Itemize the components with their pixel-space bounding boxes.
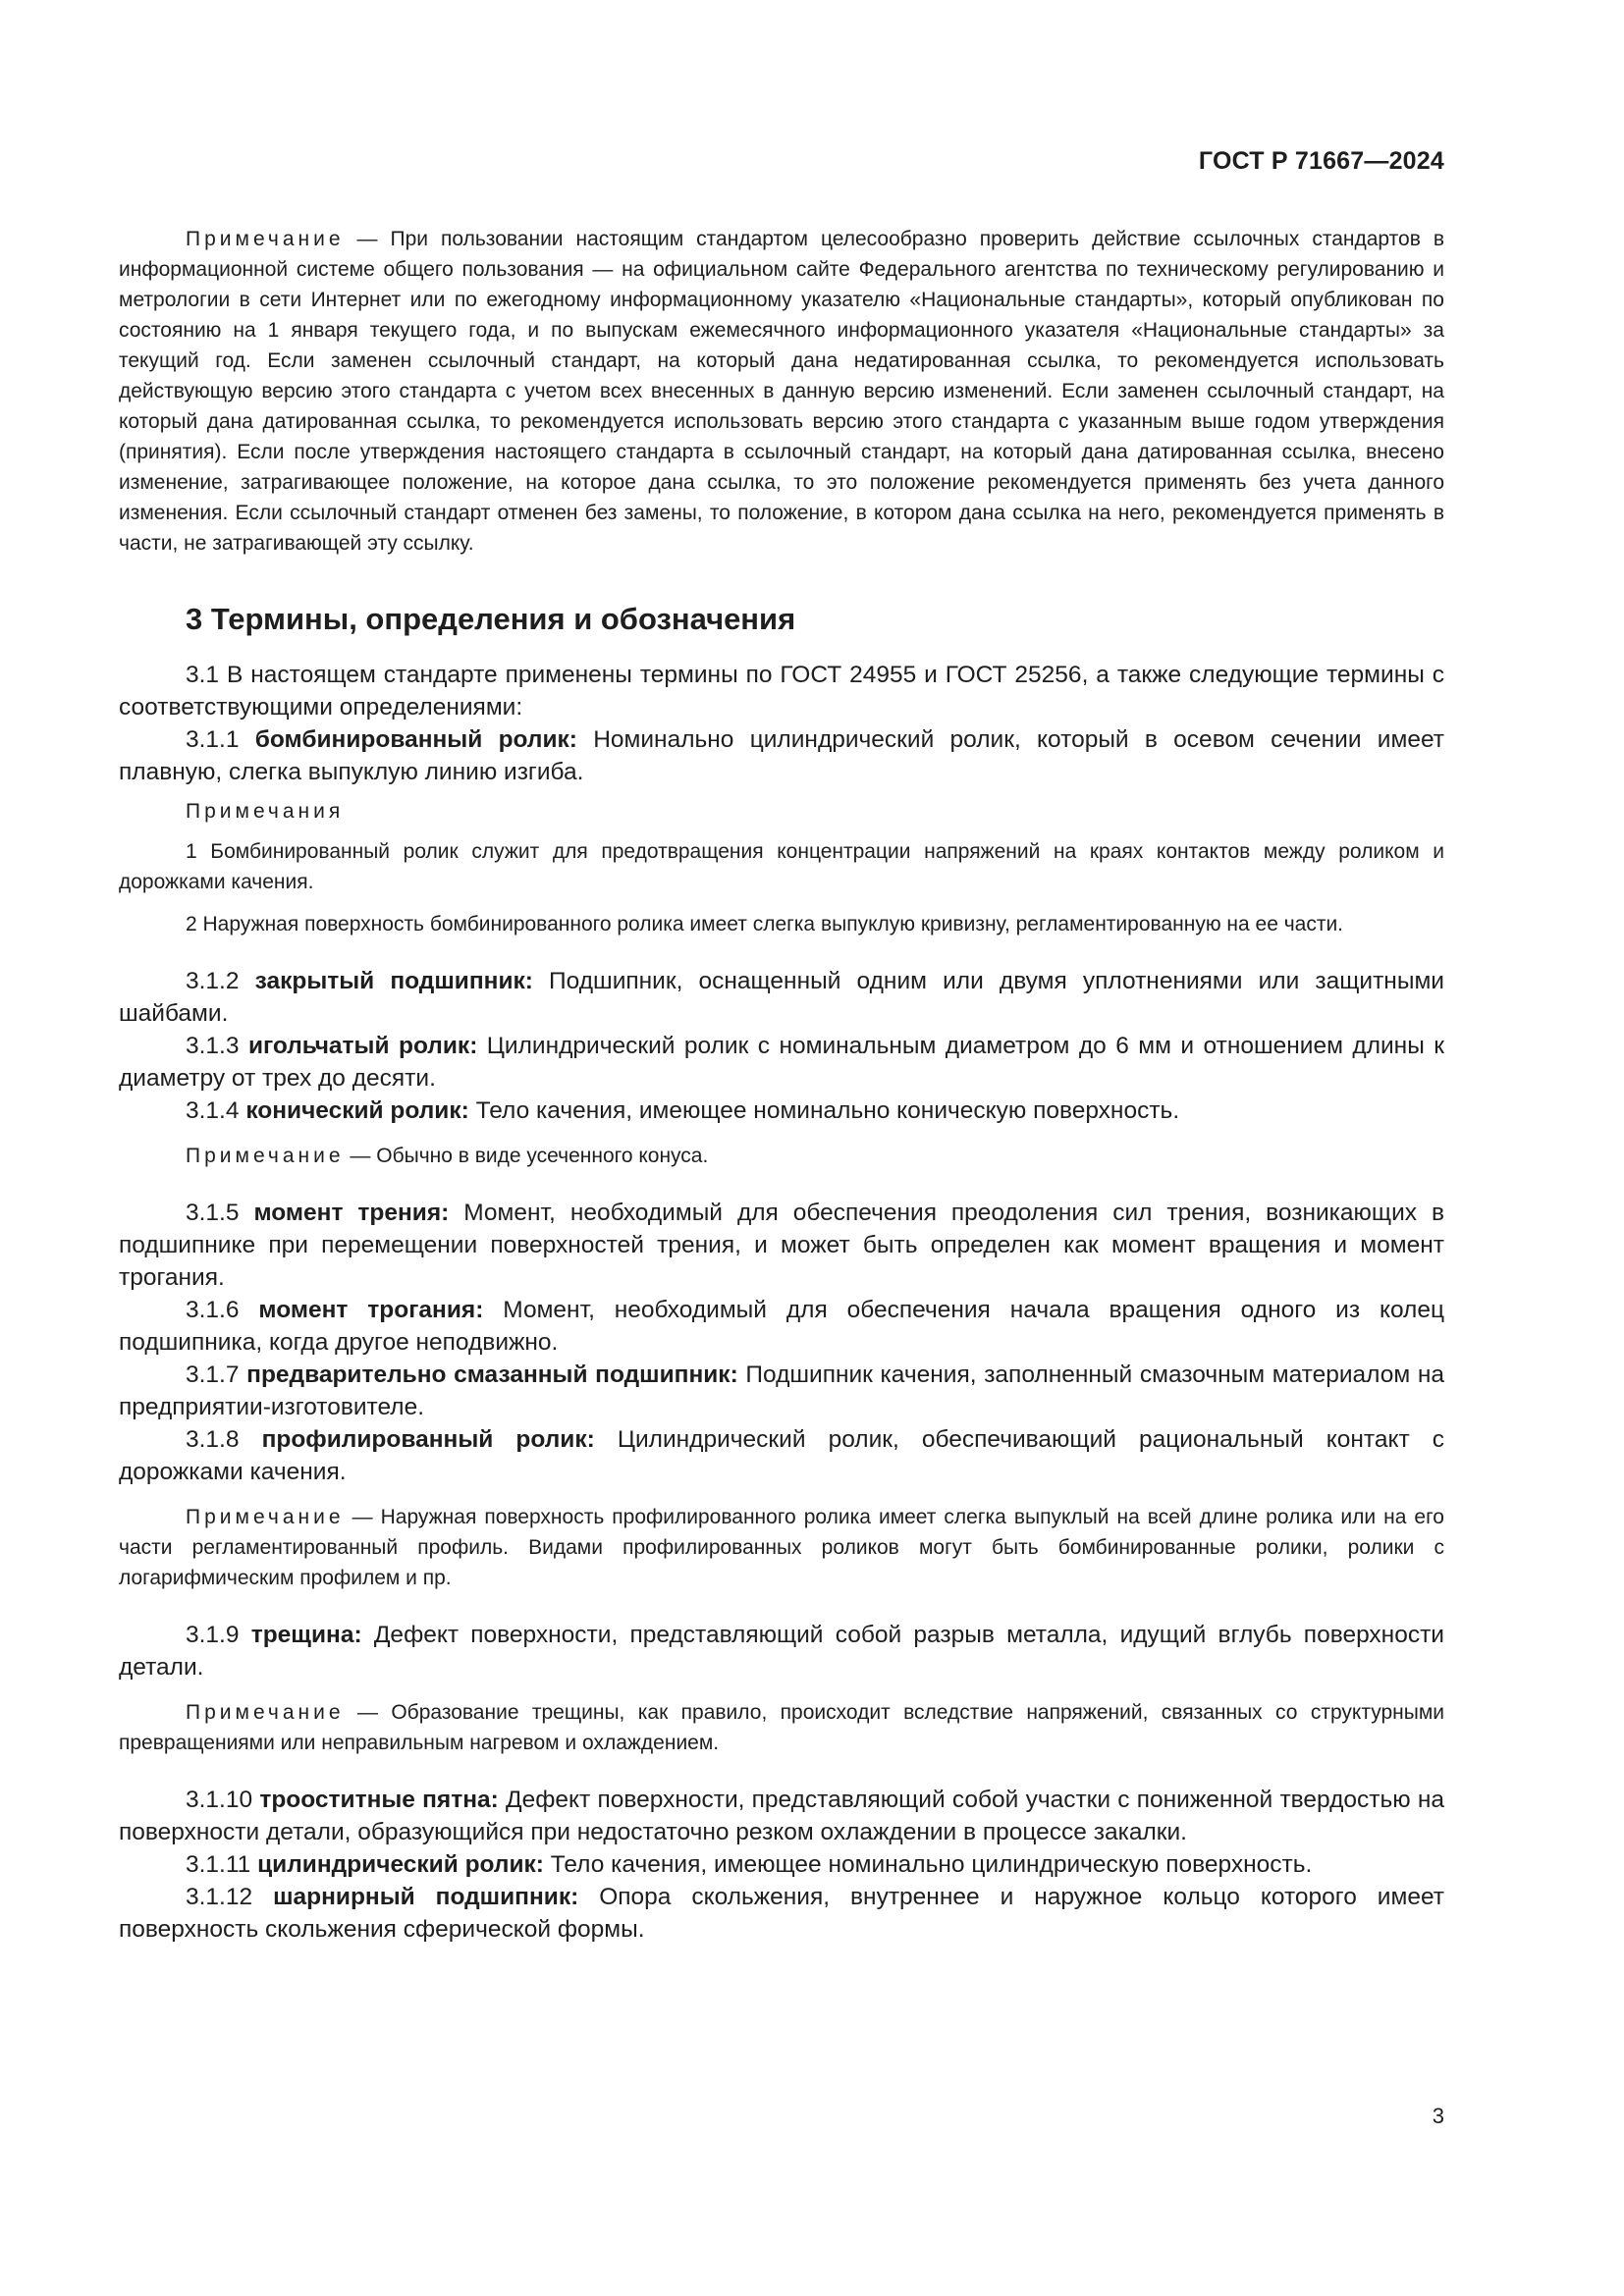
term-name: игольчатый ролик:: [247, 1033, 478, 1059]
term-name: трооститные пятна:: [259, 1787, 499, 1813]
term-3-1-8: [119, 1423, 1444, 1488]
term-name: бомбинированный ролик:: [254, 726, 577, 753]
term-number: 3.1.10: [186, 1787, 260, 1813]
term-3-1-1: [119, 723, 1444, 788]
note-3-1-8: [119, 1502, 1444, 1593]
document-code: ГОСТ Р 71667—2024: [1198, 147, 1444, 175]
note-label: Примечание: [186, 1701, 345, 1724]
section-title: 3 Термины, определения и обозначения: [186, 602, 796, 636]
intro-note: [119, 224, 1444, 559]
term-3-1-6: [119, 1294, 1444, 1359]
note-label: Примечание: [186, 228, 345, 250]
term-definition: Подшипник, оснащенный одним или двумя уплотнениями или защитными шайбами.: [119, 968, 1444, 1027]
paragraph-3-1: 3.1 В настоящем стандарте применены термины по ГОСТ 24955 и ГОСТ 25256, а также следующие термины с соответствующими определениями:: [119, 662, 1444, 721]
note-item-2: 2 Наружная поверхность бомбинированного ролика имеет слегка выпуклую кривизну, регламентированную на ее части.: [186, 913, 1344, 935]
term-number: 3.1.3: [186, 1033, 248, 1059]
term-name: трещина:: [250, 1622, 362, 1648]
term-name: закрытый подшипник:: [254, 968, 533, 994]
term-name: шарнирный подшипник:: [273, 1884, 579, 1910]
note-3-1-4: [119, 1141, 1444, 1171]
note-text: — При пользовании настоящим стандартом целесообразно проверить действие ссылочных стандартов в информационной системе общего пользования — на официальном сайте Федерального агентства по техническому регулированию и метрологии в сети Интернет или по ежегодному информационному указателю «Национальные стандарты», который опубликован по состоянию на 1 января текущего года, и по выпускам ежемесячного информационного указателя «Национальные стандарты» за текущий год. Если заменен ссылочный стандарт, на который дана недатированная ссылка, то рекомендуется использовать действующую версию этого стандарта с учетом всех внесенных в данную версию изменений. Если заменен ссылочный стандарт, на который дана датированная ссылка, то рекомендуется использовать версию этого стандарта с указанным выше годом утверждения (принятия). Если после утверждения настоящего стандарта в ссылочный стандарт, на который дана датированная ссылка, внесено изменение, затрагивающее положение, на которое дана ссылка, то это положение рекомендуется применять без учета данного изменения. Если ссылочный стандарт отменен без замены, то положение, в котором дана ссылка на него, рекомендуется применять в части, не затрагивающей эту ссылку.: [119, 228, 1444, 555]
note-label: Примечание: [186, 1145, 345, 1167]
term-definition: Тело качения, имеющее номинально цилиндрическую поверхность.: [543, 1851, 1313, 1878]
term-definition: Опора скольжения, внутреннее и наружное кольцо которого имеет поверхность скольжения сферической формы.: [119, 1884, 1444, 1943]
term-3-1-7: [119, 1359, 1444, 1423]
term-definition: Цилиндрический ролик с номинальным диаметром до 6 мм и отношением длины к диаметру от трех до десяти.: [119, 1033, 1444, 1092]
term-number: 3.1.2: [186, 968, 255, 994]
term-number: 3.1.11: [186, 1851, 258, 1878]
term-3-1-4: [119, 1095, 1444, 1127]
term-definition: Дефект поверхности, представляющий собой участки с пониженной твердостью на поверхности детали, образующийся при недостаточно резком охлаждении в процессе закалки.: [119, 1787, 1444, 1845]
notes-heading: Примечания: [186, 800, 345, 823]
term-number: 3.1.7: [186, 1362, 247, 1388]
term-name: профилированный ролик:: [261, 1426, 595, 1453]
term-number: 3.1.12: [186, 1884, 274, 1910]
term-definition: Момент, необходимый для обеспечения начала вращения одного из колец подшипника, когда другое неподвижно.: [119, 1297, 1444, 1356]
note-text: — Обычно в виде усеченного конуса.: [344, 1145, 709, 1167]
term-3-1-10: [119, 1784, 1444, 1848]
term-3-1-12: [119, 1881, 1444, 1946]
term-number: 3.1.4: [186, 1097, 246, 1124]
term-definition: Номинально цилиндрический ролик, который в осевом сечении имеет плавную, слегка выпуклую линию изгиба.: [119, 726, 1444, 785]
term-number: 3.1.8: [186, 1426, 262, 1453]
note-item-1: 1 Бомбинированный ролик служит для предотвращения концентрации напряжений на краях контактов между роликом и дорожками качения.: [119, 840, 1444, 893]
term-3-1-3: [119, 1030, 1444, 1095]
term-definition: Цилиндрический ролик, обеспечивающий рациональный контакт с дорожками качения.: [119, 1426, 1444, 1485]
term-3-1-9: [119, 1619, 1444, 1683]
term-number: 3.1.6: [186, 1297, 259, 1323]
term-name: предварительно смазанный подшипник:: [246, 1362, 738, 1388]
term-number: 3.1.1: [186, 726, 255, 753]
term-definition: Подшипник качения, заполненный смазочным материалом на предприятии-изготовителе.: [119, 1362, 1444, 1420]
term-name: момент трения:: [253, 1200, 450, 1226]
term-number: 3.1.9: [186, 1622, 251, 1648]
term-definition: Дефект поверхности, представляющий собой разрыв металла, идущий вглубь поверхности детали.: [119, 1622, 1444, 1681]
term-3-1-11: [119, 1848, 1444, 1881]
page-number: 3: [1432, 2104, 1444, 2128]
term-3-1-5: [119, 1197, 1444, 1294]
note-label: Примечание: [186, 1506, 345, 1528]
page-content: [119, 224, 1444, 1946]
note-text: — Образование трещины, как правило, происходит вследствие напряжений, связанных со структурными превращениями или неправильным нагревом и охлаждением.: [119, 1701, 1444, 1754]
term-name: конический ролик:: [245, 1097, 469, 1124]
term-name: цилиндрический ролик:: [257, 1851, 544, 1878]
term-3-1-2: [119, 965, 1444, 1030]
note-text: — Наружная поверхность профилированного ролика имеет слегка выпуклый на всей длине ролика или на его части регламентированный профиль. Видами профилированных роликов могут быть бомбинированные ролики, ролики с логарифмическим профилем и пр.: [119, 1506, 1444, 1589]
term-number: 3.1.5: [186, 1200, 254, 1226]
term-name: момент трогания:: [258, 1297, 484, 1323]
term-definition: Тело качения, имеющее номинально коническую поверхность.: [468, 1097, 1180, 1124]
note-3-1-9: [119, 1697, 1444, 1758]
term-definition: Момент, необходимый для обеспечения преодоления сил трения, возникающих в подшипнике при перемещении поверхностей трения, и может быть определен как момент вращения и момент трогания.: [119, 1200, 1444, 1291]
